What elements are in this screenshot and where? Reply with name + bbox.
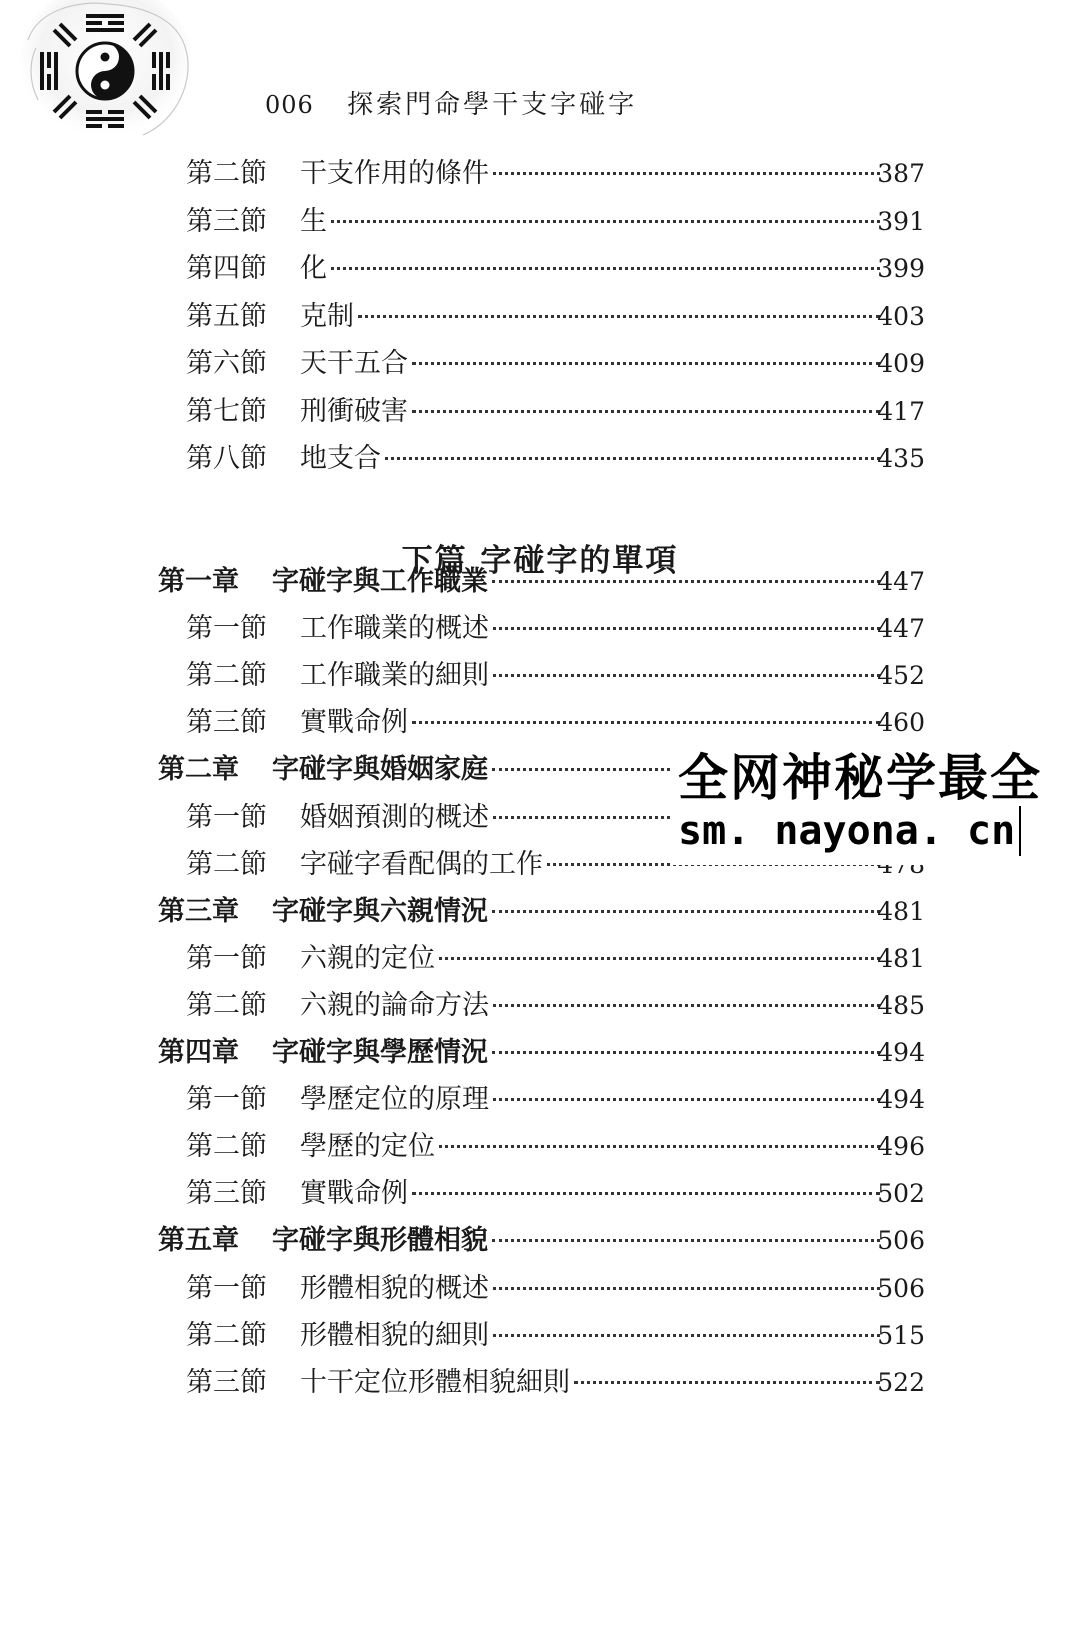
page-reference: 494 [877, 1038, 925, 1067]
toc-chapter-row [0, 1031, 1080, 1075]
chapter-title: 字碰字與六親情況 [272, 895, 488, 927]
title-with-leader [300, 295, 884, 339]
page-reference: 447 [877, 614, 925, 644]
chapter-number: 第一章 [158, 566, 239, 597]
dot-leader [492, 909, 880, 913]
toc-section-row [0, 437, 1080, 481]
section-title: 刑衝破害 [300, 395, 408, 427]
dot-leader [412, 1191, 880, 1195]
toc-section-row [0, 390, 1080, 434]
section-title: 干支作用的條件 [300, 158, 489, 189]
toc-chapter-row [0, 560, 1080, 604]
chapter-number: 第三章 [158, 895, 239, 927]
dot-leader [492, 1050, 880, 1054]
chapter-number: 第四章 [158, 1037, 239, 1068]
title-with-leader [300, 1172, 884, 1216]
section-title: 天干五合 [300, 348, 408, 379]
dot-leader [574, 1380, 880, 1384]
dot-leader [412, 361, 880, 365]
dot-leader [493, 626, 880, 630]
section-title: 字碰字看配偶的工作 [300, 848, 543, 880]
page-reference: 447 [877, 567, 925, 596]
page-reference: 387 [877, 159, 925, 188]
page-reference: 506 [877, 1273, 925, 1303]
toc-section-row [0, 701, 1080, 745]
title-with-leader [272, 1219, 884, 1263]
page-reference: 399 [877, 254, 925, 283]
dot-leader [492, 1238, 880, 1242]
toc-section-row [0, 342, 1080, 386]
dot-leader [493, 673, 880, 677]
section-title: 工作職業的細則 [300, 660, 489, 692]
toc-section-row [0, 1078, 1080, 1122]
section-title: 形體相貌的概述 [300, 1272, 489, 1304]
title-with-leader [300, 1314, 884, 1358]
chapter-number: 第二章 [158, 754, 239, 786]
title-with-leader [300, 937, 884, 981]
watermark-title: 全网神秘学最全 [678, 749, 1042, 807]
page-reference: 403 [877, 301, 925, 331]
toc-section-row [0, 654, 1080, 698]
dot-leader [412, 720, 880, 724]
section-title: 學歷定位的原理 [300, 1084, 489, 1116]
title-with-leader [300, 701, 884, 745]
page-reference: 409 [877, 349, 925, 378]
section-number: 第一節 [186, 942, 267, 974]
page-reference: 496 [877, 1132, 925, 1162]
page-reference: 435 [877, 444, 925, 473]
title-with-leader [272, 890, 884, 934]
title-with-leader [300, 342, 884, 386]
section-number: 第二節 [186, 1131, 267, 1163]
page-reference: 417 [877, 396, 925, 426]
section-number: 第一節 [186, 1272, 267, 1304]
title-with-leader [300, 247, 884, 291]
section-title: 學歷的定位 [300, 1131, 435, 1163]
page-reference: 485 [877, 990, 925, 1020]
title-with-leader [300, 437, 884, 481]
page-reference: 506 [877, 1226, 925, 1256]
title-with-leader [272, 560, 884, 604]
page-reference: 522 [877, 1367, 925, 1397]
part-heading: 下篇 字碰字的單項 [401, 543, 679, 579]
title-with-leader [300, 607, 884, 651]
toc-section-row [0, 247, 1080, 291]
page-reference: 515 [877, 1320, 925, 1350]
dot-leader [493, 1333, 880, 1337]
section-title: 工作職業的概述 [300, 613, 489, 645]
section-number: 第三節 [186, 1366, 267, 1398]
toc-section-row [0, 1314, 1080, 1358]
toc-section-row [0, 984, 1080, 1028]
section-title: 六親的論命方法 [300, 989, 489, 1021]
dot-leader [493, 171, 880, 175]
section-number: 第二節 [186, 158, 267, 189]
page-reference: 452 [877, 661, 925, 691]
section-title: 婚姻預測的概述 [300, 801, 489, 833]
section-title: 生 [300, 205, 327, 237]
title-with-leader [300, 200, 884, 244]
watermark-url: sm. nayona. cn [678, 806, 1021, 856]
dot-leader [493, 1286, 880, 1290]
dot-leader [492, 579, 880, 583]
section-number: 第三節 [186, 707, 267, 739]
dot-leader [439, 1144, 880, 1148]
toc-section-row [0, 937, 1080, 981]
chapter-title: 字碰字與形體相貌 [272, 1225, 488, 1257]
page-reference: 502 [877, 1179, 925, 1209]
dot-leader [493, 1097, 880, 1101]
section-number: 第一節 [186, 1084, 267, 1116]
title-with-leader [300, 654, 884, 698]
chapter-title: 字碰字與學歷情況 [272, 1037, 488, 1068]
chapter-title: 字碰字與婚姻家庭 [272, 754, 488, 786]
section-number: 第三節 [186, 1178, 267, 1210]
section-title: 實戰命例 [300, 707, 408, 739]
toc-section-row [0, 1172, 1080, 1216]
section-title: 六親的定位 [300, 942, 435, 974]
chapter-number: 第五章 [158, 1225, 239, 1257]
section-title: 地支合 [300, 443, 381, 474]
section-number: 第八節 [186, 443, 267, 474]
dot-leader [493, 1003, 880, 1007]
section-number: 第六節 [186, 348, 267, 379]
toc-section-row [0, 607, 1080, 651]
toc-section-row [0, 1267, 1080, 1311]
toc-chapter-row [0, 1219, 1080, 1263]
page-reference: 494 [877, 1085, 925, 1115]
section-title: 十干定位形體相貌細則 [300, 1366, 570, 1398]
toc-chapter-row [0, 890, 1080, 934]
dot-leader [331, 266, 880, 270]
section-number: 第一節 [186, 613, 267, 645]
watermark [670, 750, 1075, 865]
section-title: 形體相貌的細則 [300, 1319, 489, 1351]
section-number: 第三節 [186, 205, 267, 237]
header-book-title: 探索門命學干支字碰字 [347, 90, 638, 120]
dot-leader [331, 219, 880, 223]
toc-section-row [0, 1361, 1080, 1405]
section-number: 第二節 [186, 660, 267, 692]
running-header [265, 84, 637, 124]
section-title: 實戰命例 [300, 1178, 408, 1210]
section-number: 第五節 [186, 300, 267, 332]
section-number: 第二節 [186, 848, 267, 880]
section-title: 克制 [300, 300, 354, 332]
page-reference: 391 [877, 206, 925, 236]
title-with-leader [300, 1125, 884, 1169]
title-with-leader [300, 390, 884, 434]
page-reference: 481 [877, 896, 925, 926]
section-number: 第二節 [186, 989, 267, 1021]
toc-section-row [0, 200, 1080, 244]
bagua-yin-yang-icon [18, 0, 193, 145]
dot-leader [358, 314, 880, 318]
title-with-leader [300, 1267, 884, 1311]
page-reference: 460 [877, 708, 925, 738]
section-number: 第二節 [186, 1319, 267, 1351]
dot-leader [385, 456, 880, 460]
toc-section-row [0, 295, 1080, 339]
title-with-leader [300, 1078, 884, 1122]
header-page-number: 006 [265, 91, 314, 119]
chapter-title: 字碰字與工作職業 [272, 566, 488, 597]
dot-leader [439, 956, 880, 960]
toc-section-row [0, 152, 1080, 196]
toc-section-row [0, 1125, 1080, 1169]
section-number: 第一節 [186, 801, 267, 833]
title-with-leader [300, 152, 884, 196]
section-number: 第七節 [186, 395, 267, 427]
title-with-leader [300, 1361, 884, 1405]
title-with-leader [300, 984, 884, 1028]
section-number: 第四節 [186, 253, 267, 284]
page-reference: 481 [877, 943, 925, 973]
title-with-leader [272, 1031, 884, 1075]
section-title: 化 [300, 253, 327, 284]
dot-leader [412, 409, 880, 413]
